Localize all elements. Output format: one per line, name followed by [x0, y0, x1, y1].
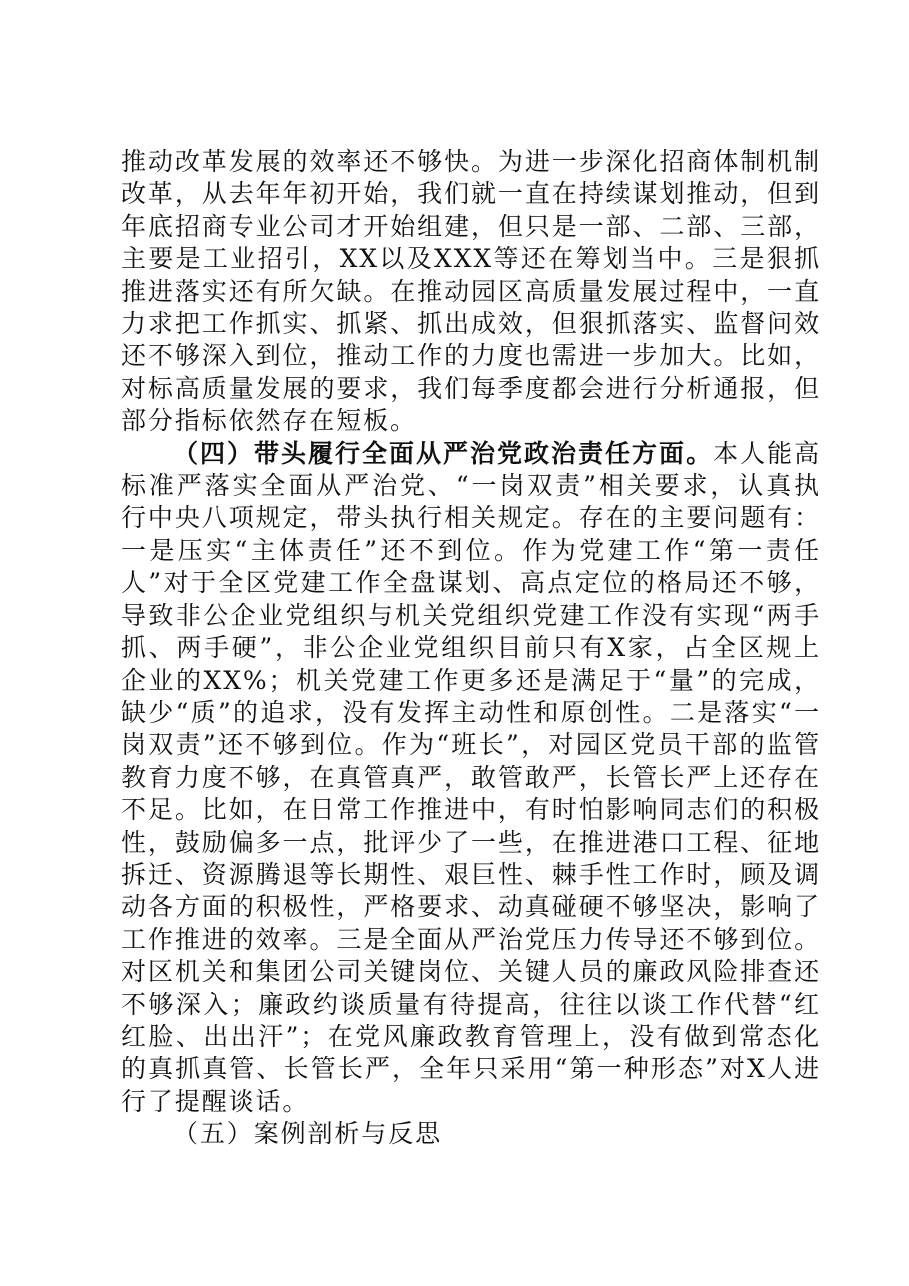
- document-body: [121, 146, 821, 1151]
- paragraph-1: 推动改革发展的效率还不够快。为进一步深化招商体制机制改革，从去年年初开始，我们就一直在持续谋划推动，但到年底招商专业公司才开始组建，但只是一部、二部、三部，主要是工业招引，XX以及XXX等还在筹划当中。三是狠抓推进落实还有所欠缺。在推动园区高质量发展过程中，一直力求把工作抓实、抓紧、抓出成效，但狠抓落实、监督问效还不够深入到位，推动工作的力度也需进一步加大。比如，对标高质量发展的要求，我们每季度都会进行分析通报，但部分指标依然存在短板。: [121, 147, 821, 436]
- paragraph-2: [121, 438, 821, 1119]
- paragraph-2-lead: （四）带头履行全面从严治党政治责任方面。: [173, 438, 714, 468]
- section-heading-5: （五）案例剖析与反思: [173, 1119, 443, 1149]
- paragraph-2-body: 本人能高标准严落实全面从严治党、“一岗双责”相关要求，认真执行中央八项规定，带头执行相关规定。存在的主要问题有：一是压实“主体责任”还不到位。作为党建工作“第一责任人”对于全区党建工作全盘谋划、高点定位的格局还不够，导致非公企业党组织与机关党组织党建工作没有实现“两手抓、两手硬”，非公企业党组织目前只有X家，占全区规上企业的XX%；机关党建工作更多还是满足于“量”的完成，缺少“质”的追求，没有发挥主动性和原创性。二是落实“一岗双责”还不够到位。作为“班长”，对园区党员干部的监管教育力度不够，在真管真严，敢管敢严，长管长严上还存在不足。比如，在日常工作推进中，有时怕影响同志们的积极性，鼓励偏多一点，批评少了一些，在推进港口工程、征地拆迁、资源腾退等长期性、艰巨性、棘手性工作时，顾及调动各方面的积极性，严格要求、动真碰硬不够坚决，影响了工作推进的效率。三是全面从严治党压力传导还不够到位。对区机关和集团公司关键岗位、关键人员的廉政风险排查还不够深入；廉政约谈质量有待提高，往往以谈工作代替“红红脸、出出汗”；在党风廉政教育管理上，没有做到常态化的真抓真管、长管长严，全年只采用“第一种形态”对X人进行了提醒谈话。: [121, 438, 821, 1116]
